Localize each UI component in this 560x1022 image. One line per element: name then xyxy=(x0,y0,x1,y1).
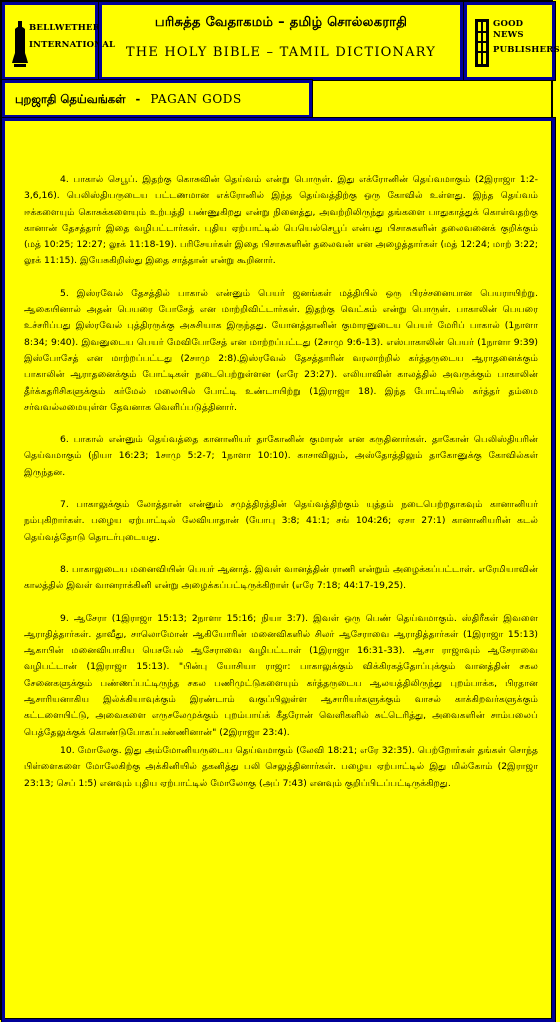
paragraph-text: மோலேகு. இது அம்மோனியருடைய தெய்வமாகும் (லேவி 18:21; எரே 32:35). பெற்றோர்கள் தங்கள் சொந்த பிள்ளைகளை மோலேகிற்கு அக்கினியில் தகனித்து பலி செலுத்தினார்கள். பழைய ஏற்பாட்டில் இது மில்கோம் (2இராஜா 23:13; செப் 1:5) எனவும் புதிய ஏற்பாட்டில் மோலோகு (அப் 7:43) எனவும் குறிப்பிடப்பட்டிருக்கிறது. xyxy=(24,744,538,789)
paragraph-5 xyxy=(24,286,538,416)
paragraph-number: 9. xyxy=(60,612,69,624)
paragraph-number: 7. xyxy=(60,499,69,511)
paragraph-text: இஸ்ரவேல் தேசத்தில் பாகால் என்னும் பெயர் ஜனங்கள் மத்தியில் ஒரு பிரச்சனையான பெயராயிற்று. ஆகையினால் அதன் பெயரை போசேத் என மாற்றிவிட்டார்கள். இதற்கு வெட்கம் என்று பொருள். பாகாலின் பெயரை உச்சரிப்பது இஸ்ரவேல் புத்திரருக்கு அசுசியாக இருந்தது. யோனத்தானின் குமாரனுடைய பெயர் மேரிப் பாகால் (1நாளா 8:34; 9:40). இவனுடைய பெயர் மேவிபோசேத் என மாற்றப்பட்டது (2சாமு 9:6-13). எஸ்பாகாலின் பெயர் (1நாளா 9:39) இஸ்போசேத் என மாற்றப்பட்டது (2சாமு 2:8).இஸ்ரவேல் தேசத்தாரின் வரலாற்றில் கர்த்தருடைய ஆராதனைக்கும் பாகாலின் ஆராதனைக்கும் போட்டிகள் நடைபெற்றுள்ளன (எரே 23:27). எலியாவின் காலத்தில் அவருக்கும் பாகாலின் தீர்க்கதரிசிகளுக்கும் கர்மேல் மலையில் போட்டி உண்டாயிற்று (1இராஜா 18). இந்த போட்டியில் கர்த்தர் தம்மை சர்வவல்லமையுள்ள தேவனாக வெளிப்படுத்தினார். xyxy=(24,287,538,413)
good-news-line2: PUBLISHERS xyxy=(493,45,560,55)
section-heading xyxy=(15,92,242,108)
good-news-line1: GOOD NEWS xyxy=(493,19,524,40)
bellwether-line1: BELLWETHER xyxy=(29,23,100,33)
section-heading-box xyxy=(2,80,312,118)
paragraph-number: 5. xyxy=(60,287,69,299)
section-heading-english: PAGAN GODS xyxy=(150,92,242,106)
content xyxy=(24,172,538,808)
paragraph-10 xyxy=(24,743,538,792)
paragraph-7 xyxy=(24,497,538,546)
bellwether-logo xyxy=(2,2,116,80)
paragraph-9 xyxy=(24,611,538,741)
title-box xyxy=(99,2,463,80)
good-news-logo xyxy=(464,2,560,80)
paragraph-text: பாகாலுடைய மனைவியின் பெயர் ஆனாத். இவள் வானத்தின் ராணி என்றும் அழைக்கப்பட்டாள். எரேமியாவின் காலத்தில் இவள் வானராக்கினி என்று அழைக்கப்பட்டிருக்கிறாள் (எரே 7:18; 44:17-19,25). xyxy=(24,563,538,592)
title-tamil: பரிசுத்த வேதாகமம் – தமிழ் சொல்லகராதி xyxy=(154,15,408,30)
bell-icon xyxy=(11,19,29,69)
paragraph-number: 6. xyxy=(60,434,69,446)
bellwether-line2: INTERNATIONAL xyxy=(29,40,116,50)
header xyxy=(2,2,560,80)
section-heading-separator: - xyxy=(135,92,141,106)
paragraph-text: பாகால் செபூப். இதற்கு கொசுவின் தெய்வம் என்று பொருள். இது எக்ரோனின் தெய்வமாகும் (2இராஜா 1:2-3,6,16). பெலிஸ்தியருடைய பட்டணமான எக்ரோனில் இந்த தெய்வத்திற்கு ஒரு கோவில் உள்ளது. இந்த தெய்வம் ஈக்களையும் கொசுக்களையும் உற்பத்தி பண்ணுகிறது என்று நினைத்து, அவற்றிலிருந்து தங்களை பாதுகாத்துக் கொள்வதற்கு கானான் தேசத்தார் இதை வழிபட்டார்கள். புதிய ஏற்பாட்டில் பெயெல்செபூப் என்பது பிசாசுகளின் தலைவனைக் குறிக்கும் (மத் 10:25; 12:27; லூக் 11:18-19). பரிசேயர்கள் இதை பிசாசுகளின் தலைவன் என அழைத்தார்கள் (மத் 12:24; மாற் 3:22; லூக் 11:15). இயேசுகிறிஸ்து இதை சாத்தான் என்று கூறினார். xyxy=(24,174,538,267)
paragraph-text: பாகால் என்னும் தெய்வத்தை கானானியர் தாகோனின் குமாரன் என கருதினார்கள். தாகோன் பெலிஸ்தியரின் தெய்வமாகும் (நியா 16:23; 1சாமு 5:2-7; 1நாளா 10:10). காசாவிலும், அஸ்தோத்திலும் தாகோனுக்கு கோவில்கள் இருந்தன. xyxy=(24,434,538,478)
paragraph-number: 8. xyxy=(60,563,69,575)
paragraph-6 xyxy=(24,432,538,481)
paragraph-text: ஆசேரா (1இராஜா 15:13; 2நாளா 15:16; நியா 3:7). இவள் ஒரு பெண் தெய்வமாகும். ஸ்திரீகள் இவளை ஆராதித்தார்கள். தாவீது, சாலொமோன் ஆகியோரின் மனைவிகளில் சிலர் ஆசேராவை ஆராதித்தார்கள் (1இராஜா 15:13) ஆகாபின் மனைவியாகிய யெசபேல் ஆசேராவை வழிபட்டாள் (1இராஜா 16:31-33). ஆசா ராஜாவும் ஆசேராவை வழிபட்டான் (1இராஜா 15:13). "பின்பு யோசியா ராஜா: பாகாலுக்கும் விக்கிரகத்தோப்புக்கும் வானத்தின் சகல சேனைகளுக்கும் பண்ணப்பட்டிருந்த சகல பணிமுட்டுகளையும் கர்த்தருடைய ஆலயத்திலிருந்து புறம்பாக்க, பிரதான ஆசாரியனாகிய இல்க்கியாவுக்கும் இரண்டாம் வகுப்பிலுள்ள ஆசாரியர்களுக்கும் வாசல் காக்கிறவர்களுக்கும் கட்டளையிட்டு, அவைகளை எருசலேமுக்கும் புறம்பாய்க் கீதரோன் வெளிகளில் சுட்டெரித்து, அவைகளின் சாம்பலைப் பெத்தேலுக்குக் கொண்டுபோகப்பண்ணினான்" (2இராஜா 23:4). xyxy=(24,612,539,738)
title-english: THE HOLY BIBLE – TAMIL DICTIONARY xyxy=(125,45,437,60)
paragraph-8 xyxy=(24,562,538,595)
section-heading-tamil: புறஜாதி தெய்வங்கள் xyxy=(15,92,126,106)
paragraph-text: பாகாலுக்கும் லோத்தான் என்னும் சமுத்திரத்தின் தெய்வத்திற்கும் யுத்தம் நடைபெற்றதாகவும் கானானியர் நம்புகிறார்கள். பழைய ஏற்பாட்டில் லேவியாதான் (யோபு 3:8; 41:1; சங் 104:26; ஏசா 27:1) கானானியரின் கடல் தெய்வத்தோடு தொடர்புடையது. xyxy=(24,499,538,543)
paragraph-number: 10. xyxy=(60,744,75,756)
paragraph-4 xyxy=(24,172,538,270)
open-book-icon xyxy=(473,17,491,69)
paragraph-number: 4. xyxy=(60,174,69,185)
